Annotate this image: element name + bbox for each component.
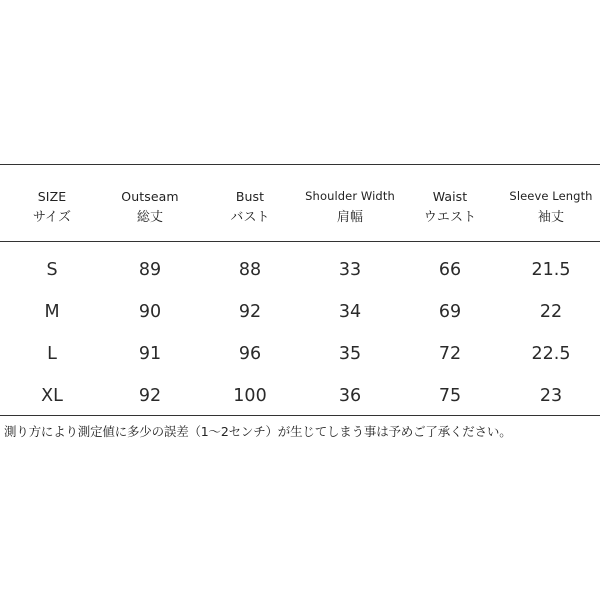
cell-shoulder-width: 35 — [338, 344, 362, 364]
header-divider — [0, 241, 600, 242]
cell-waist: 66 — [438, 260, 462, 280]
column-header-size — [33, 186, 71, 228]
cell-bust: 100 — [233, 386, 267, 406]
cell-sleeve-length: 23 — [539, 386, 563, 406]
column-header-outseam — [121, 186, 178, 228]
cell-shoulder-width: 36 — [338, 386, 362, 406]
column-header-sleeve-length — [509, 186, 592, 228]
column-header-ja: サイズ — [32, 210, 72, 225]
column-header-ja: 肩幅 — [336, 210, 364, 225]
measurement-disclaimer: 測り方により測定値に多少の誤差（1〜2センチ）が生じてしまう事は予めご了承ください。 — [4, 424, 512, 439]
column-header-bust — [230, 186, 269, 228]
cell-waist: 75 — [438, 386, 462, 406]
column-header-en: Shoulder Width — [305, 189, 395, 203]
column-header-en: Outseam — [121, 189, 179, 204]
cell-sleeve-length: 21.5 — [531, 260, 571, 280]
table-header-row — [0, 186, 600, 230]
cell-outseam: 89 — [138, 260, 162, 280]
size-chart-table — [0, 164, 600, 416]
column-header-shoulder-width — [305, 186, 395, 228]
cell-bust: 92 — [238, 302, 262, 322]
cell-outseam: 91 — [138, 344, 162, 364]
column-header-ja: バスト — [230, 210, 270, 225]
column-header-en: Waist — [432, 189, 468, 204]
cell-shoulder-width: 34 — [338, 302, 362, 322]
table-row — [0, 299, 600, 325]
cell-bust: 96 — [238, 344, 262, 364]
column-header-en: Bust — [235, 189, 265, 204]
cell-waist: 69 — [438, 302, 462, 322]
cell-sleeve-length: 22.5 — [531, 344, 571, 364]
cell-waist: 72 — [438, 344, 462, 364]
table-row — [0, 257, 600, 283]
column-header-ja: 袖丈 — [537, 210, 565, 225]
cell-bust: 88 — [238, 260, 262, 280]
column-header-en: SIZE — [37, 189, 67, 204]
cell-size: L — [47, 344, 57, 364]
column-header-ja: ウエスト — [423, 210, 477, 225]
column-header-ja: 総丈 — [136, 210, 164, 225]
cell-size: M — [44, 302, 60, 322]
table-row — [0, 383, 600, 409]
cell-outseam: 90 — [138, 302, 162, 322]
cell-outseam: 92 — [138, 386, 162, 406]
cell-size: S — [46, 260, 58, 280]
column-header-en: Sleeve Length — [509, 189, 593, 203]
table-row — [0, 341, 600, 367]
cell-sleeve-length: 22 — [539, 302, 563, 322]
column-header-waist — [424, 186, 476, 228]
cell-shoulder-width: 33 — [338, 260, 362, 280]
cell-size: XL — [41, 386, 63, 406]
